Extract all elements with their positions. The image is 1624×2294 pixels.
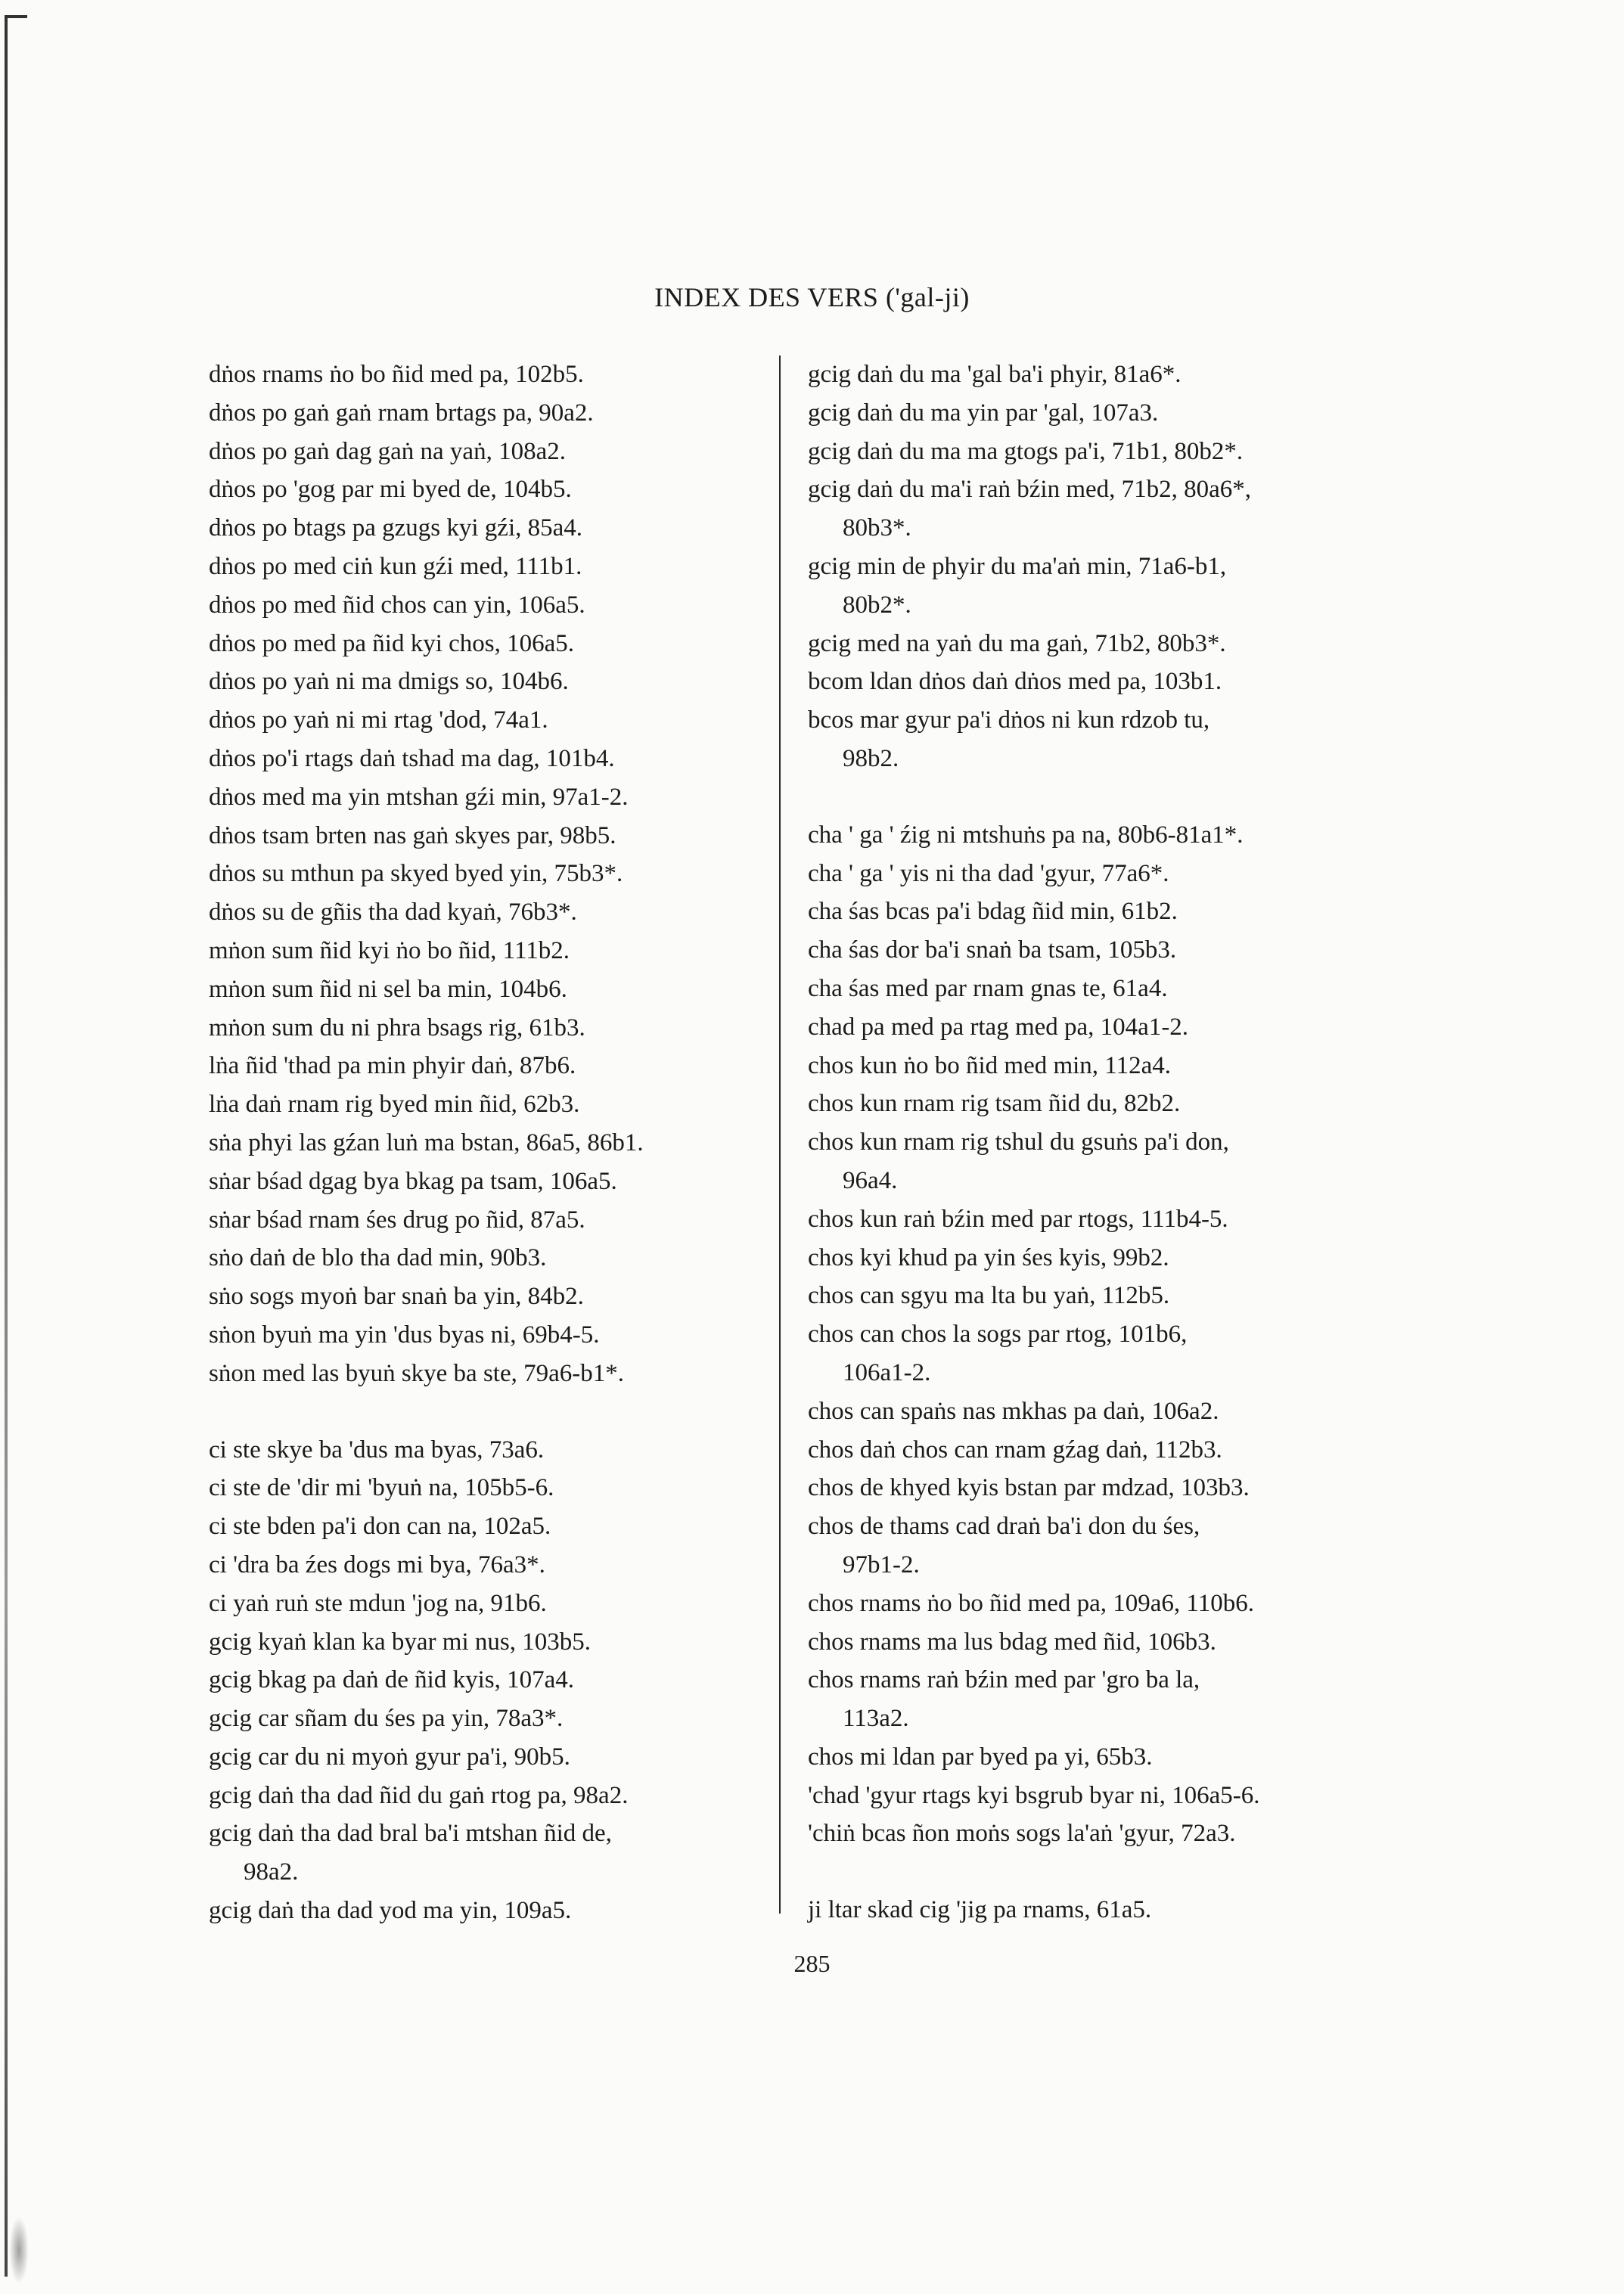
- entry-text: 'chiṅ bcas ñon moṅs sogs la'aṅ 'gyur, 72a3.: [808, 1820, 1236, 1848]
- entry-text: gcig daṅ tha dad yod ma yin, 109a5.: [209, 1897, 572, 1925]
- index-entry: [808, 1507, 1413, 1585]
- index-entry: [209, 625, 769, 663]
- index-entry: [808, 1585, 1413, 1623]
- index-entry: [808, 1392, 1413, 1431]
- entry-text: dṅos po med pa ñid kyi chos, 106a5.: [209, 629, 575, 657]
- entry-text: chos can spaṅs nas mkhas pa daṅ, 106a2.: [808, 1397, 1219, 1425]
- index-entry: [209, 433, 769, 471]
- group-gap: [808, 778, 1413, 816]
- entry-group: [209, 355, 769, 1393]
- index-entry: [808, 1623, 1413, 1662]
- entry-text: gcig car sñam du śes pa yin, 78a3*.: [209, 1705, 564, 1733]
- entry-continuation: 106a1-2.: [843, 1358, 931, 1386]
- index-entry: [209, 1507, 769, 1546]
- entry-text: dṅos po gaṅ dag gaṅ na yaṅ, 108a2.: [209, 437, 566, 465]
- index-entry: [209, 663, 769, 701]
- index-entry: [808, 1431, 1413, 1470]
- index-entry: [209, 1738, 769, 1777]
- entry-continuation: 98a2.: [244, 1858, 299, 1886]
- index-entry: [808, 1200, 1413, 1239]
- entry-text: ci ste bden pa'i don can na, 102a5.: [209, 1513, 551, 1541]
- index-entry: [808, 931, 1413, 970]
- index-entry: [209, 855, 769, 893]
- entry-text: gcig min de phyir du ma'aṅ min, 71a6-b1,: [808, 552, 1227, 580]
- entry-text: bcos mar gyur pa'i dṅos ni kun rdzob tu,: [808, 706, 1210, 734]
- entry-text: dṅos po med ciṅ kun gźi med, 111b1.: [209, 552, 582, 580]
- index-entry: [209, 1814, 769, 1892]
- entry-text: sṅar bśad dgag bya bkag pa tsam, 106a5.: [209, 1167, 617, 1195]
- entry-text: ji ltar skad cig 'jig pa rnams, 61a5.: [808, 1896, 1152, 1924]
- entry-text: sṅon byuṅ ma yin 'dus byas ni, 69b4-5.: [209, 1321, 600, 1349]
- entry-text: dṅos po btags pa gzugs kyi gźi, 85a4.: [209, 514, 583, 542]
- index-entry: [808, 1661, 1413, 1738]
- entry-group: [808, 816, 1413, 1854]
- entry-text: chos mi ldan par byed pa yi, 65b3.: [808, 1743, 1153, 1771]
- entry-continuation: 97b1-2.: [843, 1551, 920, 1578]
- entry-text: sṅa phyi las gźan luṅ ma bstan, 86a5, 86b1.: [209, 1128, 644, 1156]
- entry-text: ci yaṅ ruṅ ste mdun 'jog na, 91b6.: [209, 1589, 547, 1617]
- entry-text: cha śas med par rnam gnas te, 61a4.: [808, 974, 1168, 1002]
- entry-text: mṅon sum du ni phra bsags rig, 61b3.: [209, 1014, 585, 1041]
- left-column: [209, 355, 769, 1930]
- entry-continuation: 80b3*.: [843, 514, 911, 542]
- entry-text: lṅa ñid 'thad pa min phyir daṅ, 87b6.: [209, 1052, 576, 1080]
- index-entry: [209, 932, 769, 970]
- index-entry: [209, 701, 769, 740]
- index-entry: [209, 1431, 769, 1470]
- entry-continuation: 113a2.: [843, 1705, 909, 1733]
- index-entry: [209, 1009, 769, 1048]
- index-entry: [209, 970, 769, 1009]
- entry-text: gcig daṅ tha dad bral ba'i mtshan ñid de,: [209, 1820, 612, 1848]
- entry-text: dṅos su de gñis tha dad kyaṅ, 76b3*.: [209, 899, 577, 927]
- index-entry: [209, 586, 769, 625]
- index-entry: [808, 433, 1413, 471]
- entry-text: dṅos med ma yin mtshan gźi min, 97a1-2.: [209, 783, 629, 811]
- entry-text: chos kun ṅo bo ñid med min, 112a4.: [808, 1051, 1171, 1079]
- index-entry: [209, 740, 769, 778]
- entry-text: chos kun rnam rig tsam ñid du, 82b2.: [808, 1090, 1181, 1118]
- index-entry: [808, 1738, 1413, 1777]
- index-entry: [209, 1201, 769, 1240]
- entry-text: dṅos po'i rtags daṅ tshad ma dag, 101b4.: [209, 744, 615, 772]
- index-entry: [808, 470, 1413, 548]
- entry-text: chos rnams ma lus bdag med ñid, 106b3.: [808, 1628, 1216, 1656]
- entry-text: sṅon med las byuṅ skye ba ste, 79a6-b1*.: [209, 1359, 624, 1387]
- entry-text: gcig daṅ du ma 'gal ba'i phyir, 81a6*.: [808, 361, 1182, 388]
- running-head: INDEX DES VERS ('gal-ji): [654, 282, 970, 312]
- index-entry: [209, 1047, 769, 1085]
- index-entry: [808, 1047, 1413, 1085]
- index-entry: [209, 778, 769, 817]
- entry-text: sṅo sogs myoṅ bar snaṅ ba yin, 84b2.: [209, 1283, 584, 1311]
- index-entry: [209, 893, 769, 932]
- entry-text: cha śas dor ba'i snaṅ ba tsam, 105b3.: [808, 936, 1177, 964]
- index-entry: [808, 663, 1413, 701]
- index-entry: [209, 1623, 769, 1662]
- entry-text: chos de thams cad draṅ ba'i don du śes,: [808, 1513, 1200, 1541]
- index-entry: [209, 470, 769, 509]
- entry-text: ci ste de 'dir mi 'byuṅ na, 105b5-6.: [209, 1474, 554, 1502]
- entry-text: ci 'dra ba źes dogs mi bya, 76a3*.: [209, 1551, 545, 1578]
- group-gap: [209, 1393, 769, 1431]
- entry-continuation: 80b2*.: [843, 591, 911, 619]
- index-entry: [209, 1163, 769, 1201]
- entry-text: sṅar bśad rnam śes drug po ñid, 87a5.: [209, 1206, 585, 1234]
- index-entry: [209, 1277, 769, 1316]
- index-entry: [209, 817, 769, 855]
- entry-text: chos can chos la sogs par rtog, 101b6,: [808, 1321, 1188, 1349]
- index-entry: [209, 1546, 769, 1585]
- index-entry: [209, 1700, 769, 1738]
- entry-text: dṅos tsam brten nas gaṅ skyes par, 98b5.: [209, 821, 616, 849]
- entry-text: gcig daṅ du ma yin par 'gal, 107a3.: [808, 399, 1159, 427]
- entry-text: chos can sgyu ma lta bu yaṅ, 112b5.: [808, 1282, 1170, 1310]
- entry-text: cha śas bcas pa'i bdag ñid min, 61b2.: [808, 898, 1178, 926]
- entry-text: dṅos po 'gog par mi byed de, 104b5.: [209, 476, 572, 504]
- entry-text: gcig bkag pa daṅ de ñid kyis, 107a4.: [209, 1666, 574, 1694]
- entry-text: gcig med na yaṅ du ma gaṅ, 71b2, 80b3*.: [808, 629, 1226, 657]
- index-entry: [808, 1891, 1413, 1929]
- index-entry: [209, 1661, 769, 1700]
- entry-text: gcig car du ni myoṅ gyur pa'i, 90b5.: [209, 1743, 570, 1771]
- entry-text: dṅos po yaṅ ni ma dmigs so, 104b6.: [209, 668, 569, 696]
- entry-text: dṅos po yaṅ ni mi rtag 'dod, 74a1.: [209, 706, 548, 734]
- entry-text: cha ' ga ' yis ni tha dad 'gyur, 77a6*.: [808, 859, 1169, 887]
- entry-text: lṅa daṅ rnam rig byed min ñid, 62b3.: [209, 1091, 580, 1119]
- entry-text: gcig kyaṅ klan ka byar mi nus, 103b5.: [209, 1628, 591, 1656]
- entry-text: 'chad 'gyur rtags kyi bsgrub byar ni, 106a5-6.: [808, 1781, 1260, 1809]
- group-gap: [808, 1853, 1413, 1891]
- column-divider: [779, 355, 781, 1914]
- index-entry: [209, 1316, 769, 1355]
- entry-text: sṅo daṅ de blo tha dad min, 90b3.: [209, 1244, 547, 1272]
- index-entry: [808, 1315, 1413, 1392]
- entry-text: chos kyi khud pa yin śes kyis, 99b2.: [808, 1243, 1169, 1271]
- entry-text: cha ' ga ' źig ni mtshuṅs pa na, 80b6-81a1*.: [808, 821, 1244, 849]
- index-entry: [808, 855, 1413, 893]
- index-entry: [209, 1469, 769, 1507]
- index-entry: [808, 1123, 1413, 1200]
- entry-text: dṅos po gaṅ gaṅ rnam brtags pa, 90a2.: [209, 399, 594, 427]
- index-entry: [209, 509, 769, 548]
- index-entry: [209, 1239, 769, 1277]
- scan-corner-mark: [5, 15, 27, 18]
- index-entry: [808, 1008, 1413, 1047]
- entry-text: gcig daṅ du ma ma gtogs pa'i, 71b1, 80b2*.: [808, 437, 1244, 465]
- entry-text: chos rnams raṅ bźin med par 'gro ba la,: [808, 1666, 1200, 1694]
- right-column: [808, 355, 1413, 1929]
- entry-text: ci ste skye ba 'dus ma byas, 73a6.: [209, 1436, 545, 1464]
- index-entry: [209, 1124, 769, 1163]
- index-entry: [209, 1355, 769, 1393]
- page-number: 285: [793, 1950, 831, 1977]
- scan-binding-edge: [5, 15, 8, 2277]
- index-entry: [209, 1585, 769, 1623]
- index-entry: [209, 548, 769, 586]
- index-entry: [209, 355, 769, 394]
- index-entry: [808, 1085, 1413, 1123]
- entry-text: gcig daṅ tha dad ñid du gaṅ rtog pa, 98a2.: [209, 1781, 629, 1809]
- index-entry: [808, 1277, 1413, 1315]
- index-entry: [209, 1085, 769, 1124]
- entry-text: chos rnams ṅo bo ñid med pa, 109a6, 110b6.: [808, 1589, 1254, 1617]
- entry-group: [808, 1891, 1413, 1929]
- index-entry: [209, 1777, 769, 1815]
- entry-text: chad pa med pa rtag med pa, 104a1-2.: [808, 1013, 1189, 1041]
- entry-text: chos de khyed kyis bstan par mdzad, 103b3.: [808, 1474, 1250, 1502]
- entry-text: chos daṅ chos can rnam gźag daṅ, 112b3.: [808, 1436, 1222, 1464]
- index-entry: [808, 701, 1413, 778]
- entry-text: chos kun rnam rig tshul du gsuṅs pa'i don,: [808, 1128, 1229, 1156]
- index-entry: [808, 625, 1413, 663]
- index-entry: [209, 1892, 769, 1930]
- index-entry: [808, 816, 1413, 855]
- entry-continuation: 96a4.: [843, 1166, 898, 1194]
- index-entry: [808, 548, 1413, 625]
- entry-text: gcig daṅ du ma'i raṅ bźin med, 71b2, 80a6*,: [808, 476, 1252, 504]
- entry-group: [808, 355, 1413, 778]
- index-entry: [808, 355, 1413, 394]
- index-entry: [808, 1814, 1413, 1853]
- index-entry: [808, 970, 1413, 1008]
- entry-group: [209, 1431, 769, 1930]
- index-entry: [808, 1777, 1413, 1815]
- entry-text: mṅon sum ñid ni sel ba min, 104b6.: [209, 975, 567, 1003]
- entry-text: dṅos rnams ṅo bo ñid med pa, 102b5.: [209, 361, 584, 388]
- scan-smudge: [9, 2216, 29, 2284]
- entry-text: dṅos po med ñid chos can yin, 106a5.: [209, 591, 585, 619]
- entry-text: mṅon sum ñid kyi ṅo bo ñid, 111b2.: [209, 936, 570, 964]
- entry-text: dṅos su mthun pa skyed byed yin, 75b3*.: [209, 860, 623, 888]
- entry-text: bcom ldan dṅos daṅ dṅos med pa, 103b1.: [808, 668, 1222, 696]
- index-entry: [209, 394, 769, 433]
- index-entry: [808, 892, 1413, 931]
- index-entry: [808, 394, 1413, 433]
- entry-continuation: 98b2.: [843, 744, 899, 772]
- index-entry: [808, 1469, 1413, 1507]
- index-entry: [808, 1239, 1413, 1277]
- entry-text: chos kun raṅ bźin med par rtogs, 111b4-5.: [808, 1205, 1228, 1233]
